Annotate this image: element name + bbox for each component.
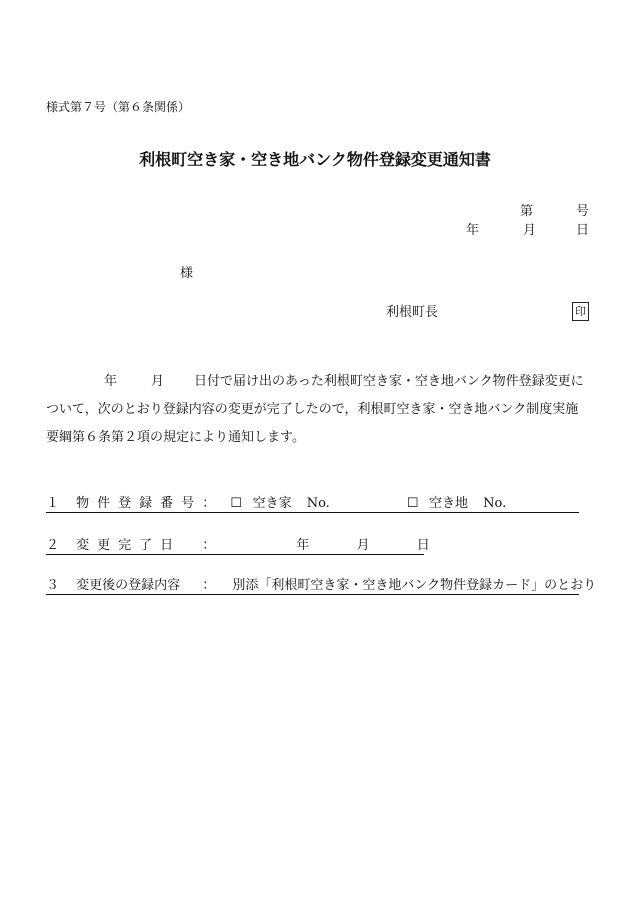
sender-label: 利根町長 xyxy=(386,305,439,320)
item-1-colon: ： xyxy=(202,496,216,511)
item-2-colon: ： xyxy=(202,538,216,553)
completion-year: 年 xyxy=(296,538,310,553)
vacant-house-no-label: No. xyxy=(306,496,330,511)
recipient-suffix: 様 xyxy=(180,266,194,281)
item-2-label: 変更完了日 xyxy=(76,538,182,553)
option-vacant-house: 空き家 xyxy=(252,496,292,511)
checkbox-vacant-house[interactable]: ☐ xyxy=(230,496,243,511)
seal-mark: 印 xyxy=(572,302,589,321)
body-month: 月 xyxy=(151,374,165,389)
item-property-number xyxy=(46,497,506,510)
doc-number-dai: 第 xyxy=(520,204,534,219)
notice-body xyxy=(46,368,591,452)
item-3-value: 別添「利根町空き家・空き地バンク物件登録カード」のとおり xyxy=(232,578,597,593)
vacant-land-no-label: No. xyxy=(483,496,507,511)
item-2-underline xyxy=(46,554,424,555)
option-vacant-land: 空き地 xyxy=(428,496,468,511)
body-year: 年 xyxy=(104,374,118,389)
item-registration-content xyxy=(46,579,596,592)
document-title: 利根町空き家・空き地バンク物件登録変更通知書 xyxy=(139,150,491,169)
item-3-label: 変更後の登録内容 xyxy=(76,578,181,593)
completion-day: 日 xyxy=(416,538,430,553)
item-1-underline xyxy=(46,512,579,513)
item-3-underline xyxy=(46,594,579,595)
date-day: 日 xyxy=(576,223,590,238)
date-month: 月 xyxy=(523,223,537,238)
date-year: 年 xyxy=(466,223,480,238)
form-number: 様式第７号（第６条関係） xyxy=(46,100,191,114)
completion-month: 月 xyxy=(356,538,370,553)
doc-number-go: 号 xyxy=(576,204,590,219)
item-1-num: １ xyxy=(46,496,60,511)
item-completion-date xyxy=(46,539,430,552)
item-3-num: ３ xyxy=(46,578,60,593)
checkbox-vacant-land[interactable]: ☐ xyxy=(406,496,419,511)
item-3-colon: ： xyxy=(202,578,216,593)
item-1-label: 物件登録番号 xyxy=(76,496,203,511)
item-2-num: ２ xyxy=(46,538,60,553)
body-text: 日付で届け出のあった利根町空き家・空き地バンク物件登録変更について，次のとおり登録内容の変更が完了したので，利根町空き家・空き地バンク制度実施要綱第６条第２項の規定により通知します。 xyxy=(46,374,584,445)
